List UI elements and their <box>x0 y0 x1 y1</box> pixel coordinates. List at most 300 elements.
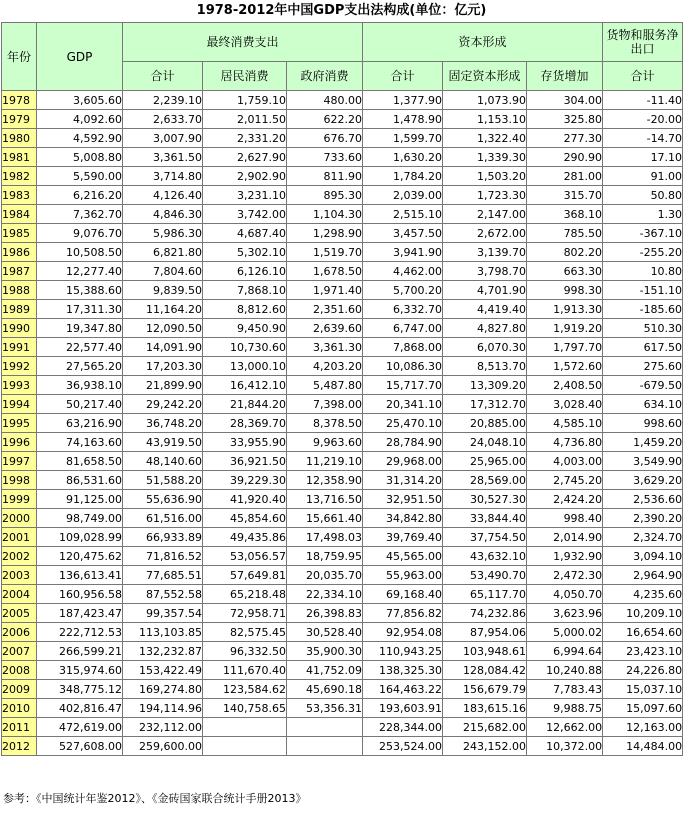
gdp-cell: 136,613.41 <box>37 566 123 585</box>
government-cell: 5,487.80 <box>287 376 363 395</box>
fc-total-cell: 48,140.60 <box>123 452 203 471</box>
header-government: 政府消费 <box>287 62 363 91</box>
fc-total-cell: 43,919.50 <box>123 433 203 452</box>
cf-total-cell: 39,769.40 <box>363 528 443 547</box>
table-row <box>2 490 683 509</box>
fixed-capital-cell: 37,754.50 <box>443 528 527 547</box>
fixed-capital-cell: 243,152.00 <box>443 737 527 756</box>
gdp-cell: 7,362.70 <box>37 205 123 224</box>
gdp-cell: 36,938.10 <box>37 376 123 395</box>
government-cell: 895.30 <box>287 186 363 205</box>
net-exports-cell: 2,324.70 <box>603 528 683 547</box>
household-cell: 2,011.50 <box>203 110 287 129</box>
table-row <box>2 566 683 585</box>
fc-total-cell: 9,839.50 <box>123 281 203 300</box>
inventory-cell: 290.90 <box>527 148 603 167</box>
household-cell: 3,742.00 <box>203 205 287 224</box>
year-cell: 1990 <box>2 319 37 338</box>
fixed-capital-cell: 33,844.40 <box>443 509 527 528</box>
table-row <box>2 319 683 338</box>
year-cell: 1982 <box>2 167 37 186</box>
inventory-cell: 368.10 <box>527 205 603 224</box>
fc-total-cell: 5,986.30 <box>123 224 203 243</box>
household-cell: 16,412.10 <box>203 376 287 395</box>
cf-total-cell: 77,856.82 <box>363 604 443 623</box>
household-cell: 2,627.90 <box>203 148 287 167</box>
household-cell: 72,958.71 <box>203 604 287 623</box>
household-cell: 8,812.60 <box>203 300 287 319</box>
table-row <box>2 452 683 471</box>
fixed-capital-cell: 20,885.00 <box>443 414 527 433</box>
gdp-cell: 3,605.60 <box>37 91 123 110</box>
header-net-exports: 货物和服务净出口 <box>603 23 683 62</box>
net-exports-cell: 2,536.60 <box>603 490 683 509</box>
cf-total-cell: 92,954.08 <box>363 623 443 642</box>
fc-total-cell: 194,114.96 <box>123 699 203 718</box>
inventory-cell: 2,472.30 <box>527 566 603 585</box>
net-exports-cell: -255.20 <box>603 243 683 262</box>
government-cell: 20,035.70 <box>287 566 363 585</box>
cf-total-cell: 110,943.25 <box>363 642 443 661</box>
table-row <box>2 528 683 547</box>
household-cell: 2,331.20 <box>203 129 287 148</box>
table-row <box>2 300 683 319</box>
inventory-cell: 5,000.02 <box>527 623 603 642</box>
cf-total-cell: 5,700.20 <box>363 281 443 300</box>
government-cell: 1,678.50 <box>287 262 363 281</box>
fc-total-cell: 77,685.51 <box>123 566 203 585</box>
inventory-cell: 802.20 <box>527 243 603 262</box>
net-exports-cell: 91.00 <box>603 167 683 186</box>
fc-total-cell: 17,203.30 <box>123 357 203 376</box>
fc-total-cell: 259,600.00 <box>123 737 203 756</box>
cf-total-cell: 138,325.30 <box>363 661 443 680</box>
net-exports-cell: 2,390.20 <box>603 509 683 528</box>
inventory-cell: 4,003.00 <box>527 452 603 471</box>
household-cell: 49,435.86 <box>203 528 287 547</box>
net-exports-cell: 17.10 <box>603 148 683 167</box>
fixed-capital-cell: 1,153.10 <box>443 110 527 129</box>
fixed-capital-cell: 183,615.16 <box>443 699 527 718</box>
inventory-cell: 4,050.70 <box>527 585 603 604</box>
fc-total-cell: 3,007.90 <box>123 129 203 148</box>
government-cell: 22,334.10 <box>287 585 363 604</box>
fc-total-cell: 61,516.00 <box>123 509 203 528</box>
government-cell: 15,661.40 <box>287 509 363 528</box>
household-cell: 28,369.70 <box>203 414 287 433</box>
year-cell: 1983 <box>2 186 37 205</box>
cf-total-cell: 69,168.40 <box>363 585 443 604</box>
table-title: 1978-2012年中国GDP支出法构成(单位：亿元) <box>196 3 487 18</box>
year-cell: 2010 <box>2 699 37 718</box>
household-cell: 36,921.50 <box>203 452 287 471</box>
fc-total-cell: 169,274.80 <box>123 680 203 699</box>
gdp-cell: 9,076.70 <box>37 224 123 243</box>
header-inventory: 存货增加 <box>527 62 603 91</box>
inventory-cell: 325.80 <box>527 110 603 129</box>
header-household: 居民消费 <box>203 62 287 91</box>
fc-total-cell: 132,232.87 <box>123 642 203 661</box>
gdp-cell: 74,163.60 <box>37 433 123 452</box>
cf-total-cell: 15,717.70 <box>363 376 443 395</box>
gdp-cell: 527,608.00 <box>37 737 123 756</box>
government-cell: 18,759.95 <box>287 547 363 566</box>
fc-total-cell: 3,714.80 <box>123 167 203 186</box>
net-exports-cell: 12,163.00 <box>603 718 683 737</box>
gdp-cell: 315,974.60 <box>37 661 123 680</box>
inventory-cell: 998.30 <box>527 281 603 300</box>
table-row <box>2 395 683 414</box>
year-cell: 2012 <box>2 737 37 756</box>
fixed-capital-cell: 128,084.42 <box>443 661 527 680</box>
government-cell: 1,519.70 <box>287 243 363 262</box>
fixed-capital-cell: 1,322.40 <box>443 129 527 148</box>
cf-total-cell: 28,784.90 <box>363 433 443 452</box>
fc-total-cell: 4,846.30 <box>123 205 203 224</box>
year-cell: 1998 <box>2 471 37 490</box>
net-exports-cell: 24,226.80 <box>603 661 683 680</box>
table-row <box>2 205 683 224</box>
table-row <box>2 547 683 566</box>
inventory-cell: 3,028.40 <box>527 395 603 414</box>
table-row <box>2 680 683 699</box>
net-exports-cell: 16,654.60 <box>603 623 683 642</box>
year-cell: 1992 <box>2 357 37 376</box>
fixed-capital-cell: 4,827.80 <box>443 319 527 338</box>
table-row <box>2 737 683 756</box>
inventory-cell: 2,745.20 <box>527 471 603 490</box>
gdp-cell: 86,531.60 <box>37 471 123 490</box>
year-cell: 1994 <box>2 395 37 414</box>
year-cell: 1981 <box>2 148 37 167</box>
net-exports-cell: 23,423.10 <box>603 642 683 661</box>
gdp-cell: 22,577.40 <box>37 338 123 357</box>
inventory-cell: 304.00 <box>527 91 603 110</box>
fixed-capital-cell: 17,312.70 <box>443 395 527 414</box>
household-cell: 53,056.57 <box>203 547 287 566</box>
fixed-capital-cell: 1,503.20 <box>443 167 527 186</box>
year-cell: 1991 <box>2 338 37 357</box>
year-cell: 2002 <box>2 547 37 566</box>
gdp-cell: 266,599.21 <box>37 642 123 661</box>
fixed-capital-cell: 13,309.20 <box>443 376 527 395</box>
year-cell: 1997 <box>2 452 37 471</box>
inventory-cell: 7,783.43 <box>527 680 603 699</box>
cf-total-cell: 193,603.91 <box>363 699 443 718</box>
gdp-cell: 4,592.90 <box>37 129 123 148</box>
cf-total-cell: 6,332.70 <box>363 300 443 319</box>
gdp-cell: 5,008.80 <box>37 148 123 167</box>
household-cell: 82,575.45 <box>203 623 287 642</box>
net-exports-cell: 275.60 <box>603 357 683 376</box>
government-cell: 676.70 <box>287 129 363 148</box>
year-cell: 2008 <box>2 661 37 680</box>
fixed-capital-cell: 53,490.70 <box>443 566 527 585</box>
gdp-cell: 17,311.30 <box>37 300 123 319</box>
cf-total-cell: 25,470.10 <box>363 414 443 433</box>
source-footnote: 参考：《中国统计年鉴2012》、《金砖国家联合统计手册2013》 <box>3 792 307 805</box>
header-fixed-capital: 固定资本形成 <box>443 62 527 91</box>
year-cell: 2003 <box>2 566 37 585</box>
government-cell: 13,716.50 <box>287 490 363 509</box>
net-exports-cell: -367.10 <box>603 224 683 243</box>
cf-total-cell: 20,341.10 <box>363 395 443 414</box>
year-cell: 1995 <box>2 414 37 433</box>
net-exports-cell: 510.30 <box>603 319 683 338</box>
household-cell: 41,920.40 <box>203 490 287 509</box>
government-cell: 12,358.90 <box>287 471 363 490</box>
year-cell: 1993 <box>2 376 37 395</box>
fc-total-cell: 55,636.90 <box>123 490 203 509</box>
household-cell: 57,649.81 <box>203 566 287 585</box>
cf-total-cell: 10,086.30 <box>363 357 443 376</box>
government-cell: 2,351.60 <box>287 300 363 319</box>
header-fc-total: 合计 <box>123 62 203 91</box>
table-row <box>2 243 683 262</box>
government-cell: 2,639.60 <box>287 319 363 338</box>
fixed-capital-cell: 103,948.61 <box>443 642 527 661</box>
government-cell: 45,690.18 <box>287 680 363 699</box>
cf-total-cell: 7,868.00 <box>363 338 443 357</box>
fixed-capital-cell: 4,419.40 <box>443 300 527 319</box>
fc-total-cell: 11,164.20 <box>123 300 203 319</box>
government-cell: 1,104.30 <box>287 205 363 224</box>
cf-total-cell: 6,747.00 <box>363 319 443 338</box>
fc-total-cell: 51,588.20 <box>123 471 203 490</box>
inventory-cell: 3,623.96 <box>527 604 603 623</box>
table-row <box>2 376 683 395</box>
header-final-consumption: 最终消费支出 <box>123 23 363 62</box>
household-cell: 65,218.48 <box>203 585 287 604</box>
net-exports-cell: -11.40 <box>603 91 683 110</box>
year-cell: 1980 <box>2 129 37 148</box>
inventory-cell: 1,919.20 <box>527 319 603 338</box>
government-cell <box>287 737 363 756</box>
household-cell: 21,844.20 <box>203 395 287 414</box>
table-row <box>2 357 683 376</box>
fixed-capital-cell: 43,632.10 <box>443 547 527 566</box>
inventory-cell: 1,932.90 <box>527 547 603 566</box>
gdp-cell: 27,565.20 <box>37 357 123 376</box>
net-exports-cell: 2,964.90 <box>603 566 683 585</box>
fixed-capital-cell: 65,117.70 <box>443 585 527 604</box>
table-row <box>2 604 683 623</box>
household-cell: 45,854.60 <box>203 509 287 528</box>
gdp-cell: 81,658.50 <box>37 452 123 471</box>
year-cell: 2006 <box>2 623 37 642</box>
inventory-cell: 2,424.20 <box>527 490 603 509</box>
cf-total-cell: 34,842.80 <box>363 509 443 528</box>
gdp-cell: 91,125.00 <box>37 490 123 509</box>
table-row <box>2 91 683 110</box>
net-exports-cell: -679.50 <box>603 376 683 395</box>
fc-total-cell: 14,091.90 <box>123 338 203 357</box>
household-cell: 4,687.40 <box>203 224 287 243</box>
table-row <box>2 433 683 452</box>
household-cell: 96,332.50 <box>203 642 287 661</box>
table-row <box>2 642 683 661</box>
header-year: 年份 <box>2 23 37 91</box>
fixed-capital-cell: 30,527.30 <box>443 490 527 509</box>
fixed-capital-cell: 24,048.10 <box>443 433 527 452</box>
year-cell: 2001 <box>2 528 37 547</box>
inventory-cell: 4,736.80 <box>527 433 603 452</box>
inventory-cell: 10,372.00 <box>527 737 603 756</box>
inventory-cell: 1,913.30 <box>527 300 603 319</box>
gdp-cell: 402,816.47 <box>37 699 123 718</box>
table-row <box>2 509 683 528</box>
inventory-cell: 1,797.70 <box>527 338 603 357</box>
government-cell: 4,203.20 <box>287 357 363 376</box>
fc-total-cell: 113,103.85 <box>123 623 203 642</box>
year-cell: 2011 <box>2 718 37 737</box>
cf-total-cell: 1,630.20 <box>363 148 443 167</box>
net-exports-cell: 10.80 <box>603 262 683 281</box>
household-cell: 33,955.90 <box>203 433 287 452</box>
government-cell: 11,219.10 <box>287 452 363 471</box>
gdp-cell: 187,423.47 <box>37 604 123 623</box>
cf-total-cell: 45,565.00 <box>363 547 443 566</box>
government-cell: 30,528.40 <box>287 623 363 642</box>
fc-total-cell: 6,821.80 <box>123 243 203 262</box>
government-cell: 35,900.30 <box>287 642 363 661</box>
gdp-cell: 120,475.62 <box>37 547 123 566</box>
fc-total-cell: 66,933.89 <box>123 528 203 547</box>
year-cell: 1978 <box>2 91 37 110</box>
table-row <box>2 110 683 129</box>
household-cell: 123,584.62 <box>203 680 287 699</box>
net-exports-cell: 617.50 <box>603 338 683 357</box>
gdp-cell: 5,590.00 <box>37 167 123 186</box>
table-row <box>2 661 683 680</box>
inventory-cell: 663.30 <box>527 262 603 281</box>
fixed-capital-cell: 2,147.00 <box>443 205 527 224</box>
year-cell: 1999 <box>2 490 37 509</box>
gdp-cell: 50,217.40 <box>37 395 123 414</box>
gdp-expenditure-table <box>1 22 683 756</box>
table-row <box>2 414 683 433</box>
cf-total-cell: 31,314.20 <box>363 471 443 490</box>
household-cell: 13,000.10 <box>203 357 287 376</box>
gdp-cell: 4,092.60 <box>37 110 123 129</box>
inventory-cell: 9,988.75 <box>527 699 603 718</box>
inventory-cell: 998.40 <box>527 509 603 528</box>
household-cell: 2,902.90 <box>203 167 287 186</box>
government-cell: 811.90 <box>287 167 363 186</box>
year-cell: 1979 <box>2 110 37 129</box>
net-exports-cell: 50.80 <box>603 186 683 205</box>
household-cell: 3,231.10 <box>203 186 287 205</box>
inventory-cell: 785.50 <box>527 224 603 243</box>
cf-total-cell: 164,463.22 <box>363 680 443 699</box>
table-row <box>2 148 683 167</box>
year-cell: 1986 <box>2 243 37 262</box>
government-cell: 41,752.09 <box>287 661 363 680</box>
cf-total-cell: 1,478.90 <box>363 110 443 129</box>
net-exports-cell: 1.30 <box>603 205 683 224</box>
fc-total-cell: 4,126.40 <box>123 186 203 205</box>
inventory-cell: 12,662.00 <box>527 718 603 737</box>
gdp-cell: 63,216.90 <box>37 414 123 433</box>
net-exports-cell: -20.00 <box>603 110 683 129</box>
government-cell: 7,398.00 <box>287 395 363 414</box>
cf-total-cell: 32,951.50 <box>363 490 443 509</box>
fc-total-cell: 29,242.20 <box>123 395 203 414</box>
household-cell: 1,759.10 <box>203 91 287 110</box>
header-capital-formation: 资本形成 <box>363 23 603 62</box>
fixed-capital-cell: 6,070.30 <box>443 338 527 357</box>
net-exports-cell: 3,629.20 <box>603 471 683 490</box>
government-cell: 622.20 <box>287 110 363 129</box>
fixed-capital-cell: 1,339.30 <box>443 148 527 167</box>
year-cell: 2005 <box>2 604 37 623</box>
government-cell: 480.00 <box>287 91 363 110</box>
household-cell: 140,758.65 <box>203 699 287 718</box>
government-cell: 9,963.60 <box>287 433 363 452</box>
inventory-cell: 1,572.60 <box>527 357 603 376</box>
fixed-capital-cell: 2,672.00 <box>443 224 527 243</box>
inventory-cell: 315.70 <box>527 186 603 205</box>
year-cell: 1985 <box>2 224 37 243</box>
fc-total-cell: 87,552.58 <box>123 585 203 604</box>
fixed-capital-cell: 8,513.70 <box>443 357 527 376</box>
fc-total-cell: 3,361.50 <box>123 148 203 167</box>
fc-total-cell: 36,748.20 <box>123 414 203 433</box>
header-gdp: GDP <box>37 23 123 91</box>
fixed-capital-cell: 74,232.86 <box>443 604 527 623</box>
year-cell: 1989 <box>2 300 37 319</box>
household-cell: 111,670.40 <box>203 661 287 680</box>
table-row <box>2 186 683 205</box>
fc-total-cell: 232,112.00 <box>123 718 203 737</box>
household-cell: 5,302.10 <box>203 243 287 262</box>
table-row <box>2 585 683 604</box>
header-ne-total: 合计 <box>603 62 683 91</box>
year-cell: 1987 <box>2 262 37 281</box>
government-cell <box>287 718 363 737</box>
table-row <box>2 129 683 148</box>
net-exports-cell: 634.10 <box>603 395 683 414</box>
cf-total-cell: 1,784.20 <box>363 167 443 186</box>
gdp-cell: 222,712.53 <box>37 623 123 642</box>
net-exports-cell: 1,459.20 <box>603 433 683 452</box>
inventory-cell: 10,240.88 <box>527 661 603 680</box>
cf-total-cell: 2,515.10 <box>363 205 443 224</box>
fixed-capital-cell: 3,139.70 <box>443 243 527 262</box>
year-cell: 1988 <box>2 281 37 300</box>
inventory-cell: 6,994.64 <box>527 642 603 661</box>
net-exports-cell: 3,094.10 <box>603 547 683 566</box>
cf-total-cell: 55,963.00 <box>363 566 443 585</box>
cf-total-cell: 29,968.00 <box>363 452 443 471</box>
net-exports-cell: 10,209.10 <box>603 604 683 623</box>
fc-total-cell: 7,804.60 <box>123 262 203 281</box>
gdp-cell: 98,749.00 <box>37 509 123 528</box>
header-cf-total: 合计 <box>363 62 443 91</box>
fc-total-cell: 99,357.54 <box>123 604 203 623</box>
household-cell <box>203 737 287 756</box>
government-cell: 1,971.40 <box>287 281 363 300</box>
gdp-cell: 19,347.80 <box>37 319 123 338</box>
table-row <box>2 623 683 642</box>
cf-total-cell: 1,377.90 <box>363 91 443 110</box>
net-exports-cell: -14.70 <box>603 129 683 148</box>
gdp-cell: 160,956.58 <box>37 585 123 604</box>
net-exports-cell: -185.60 <box>603 300 683 319</box>
fixed-capital-cell: 215,682.00 <box>443 718 527 737</box>
cf-total-cell: 3,941.90 <box>363 243 443 262</box>
table-row <box>2 471 683 490</box>
